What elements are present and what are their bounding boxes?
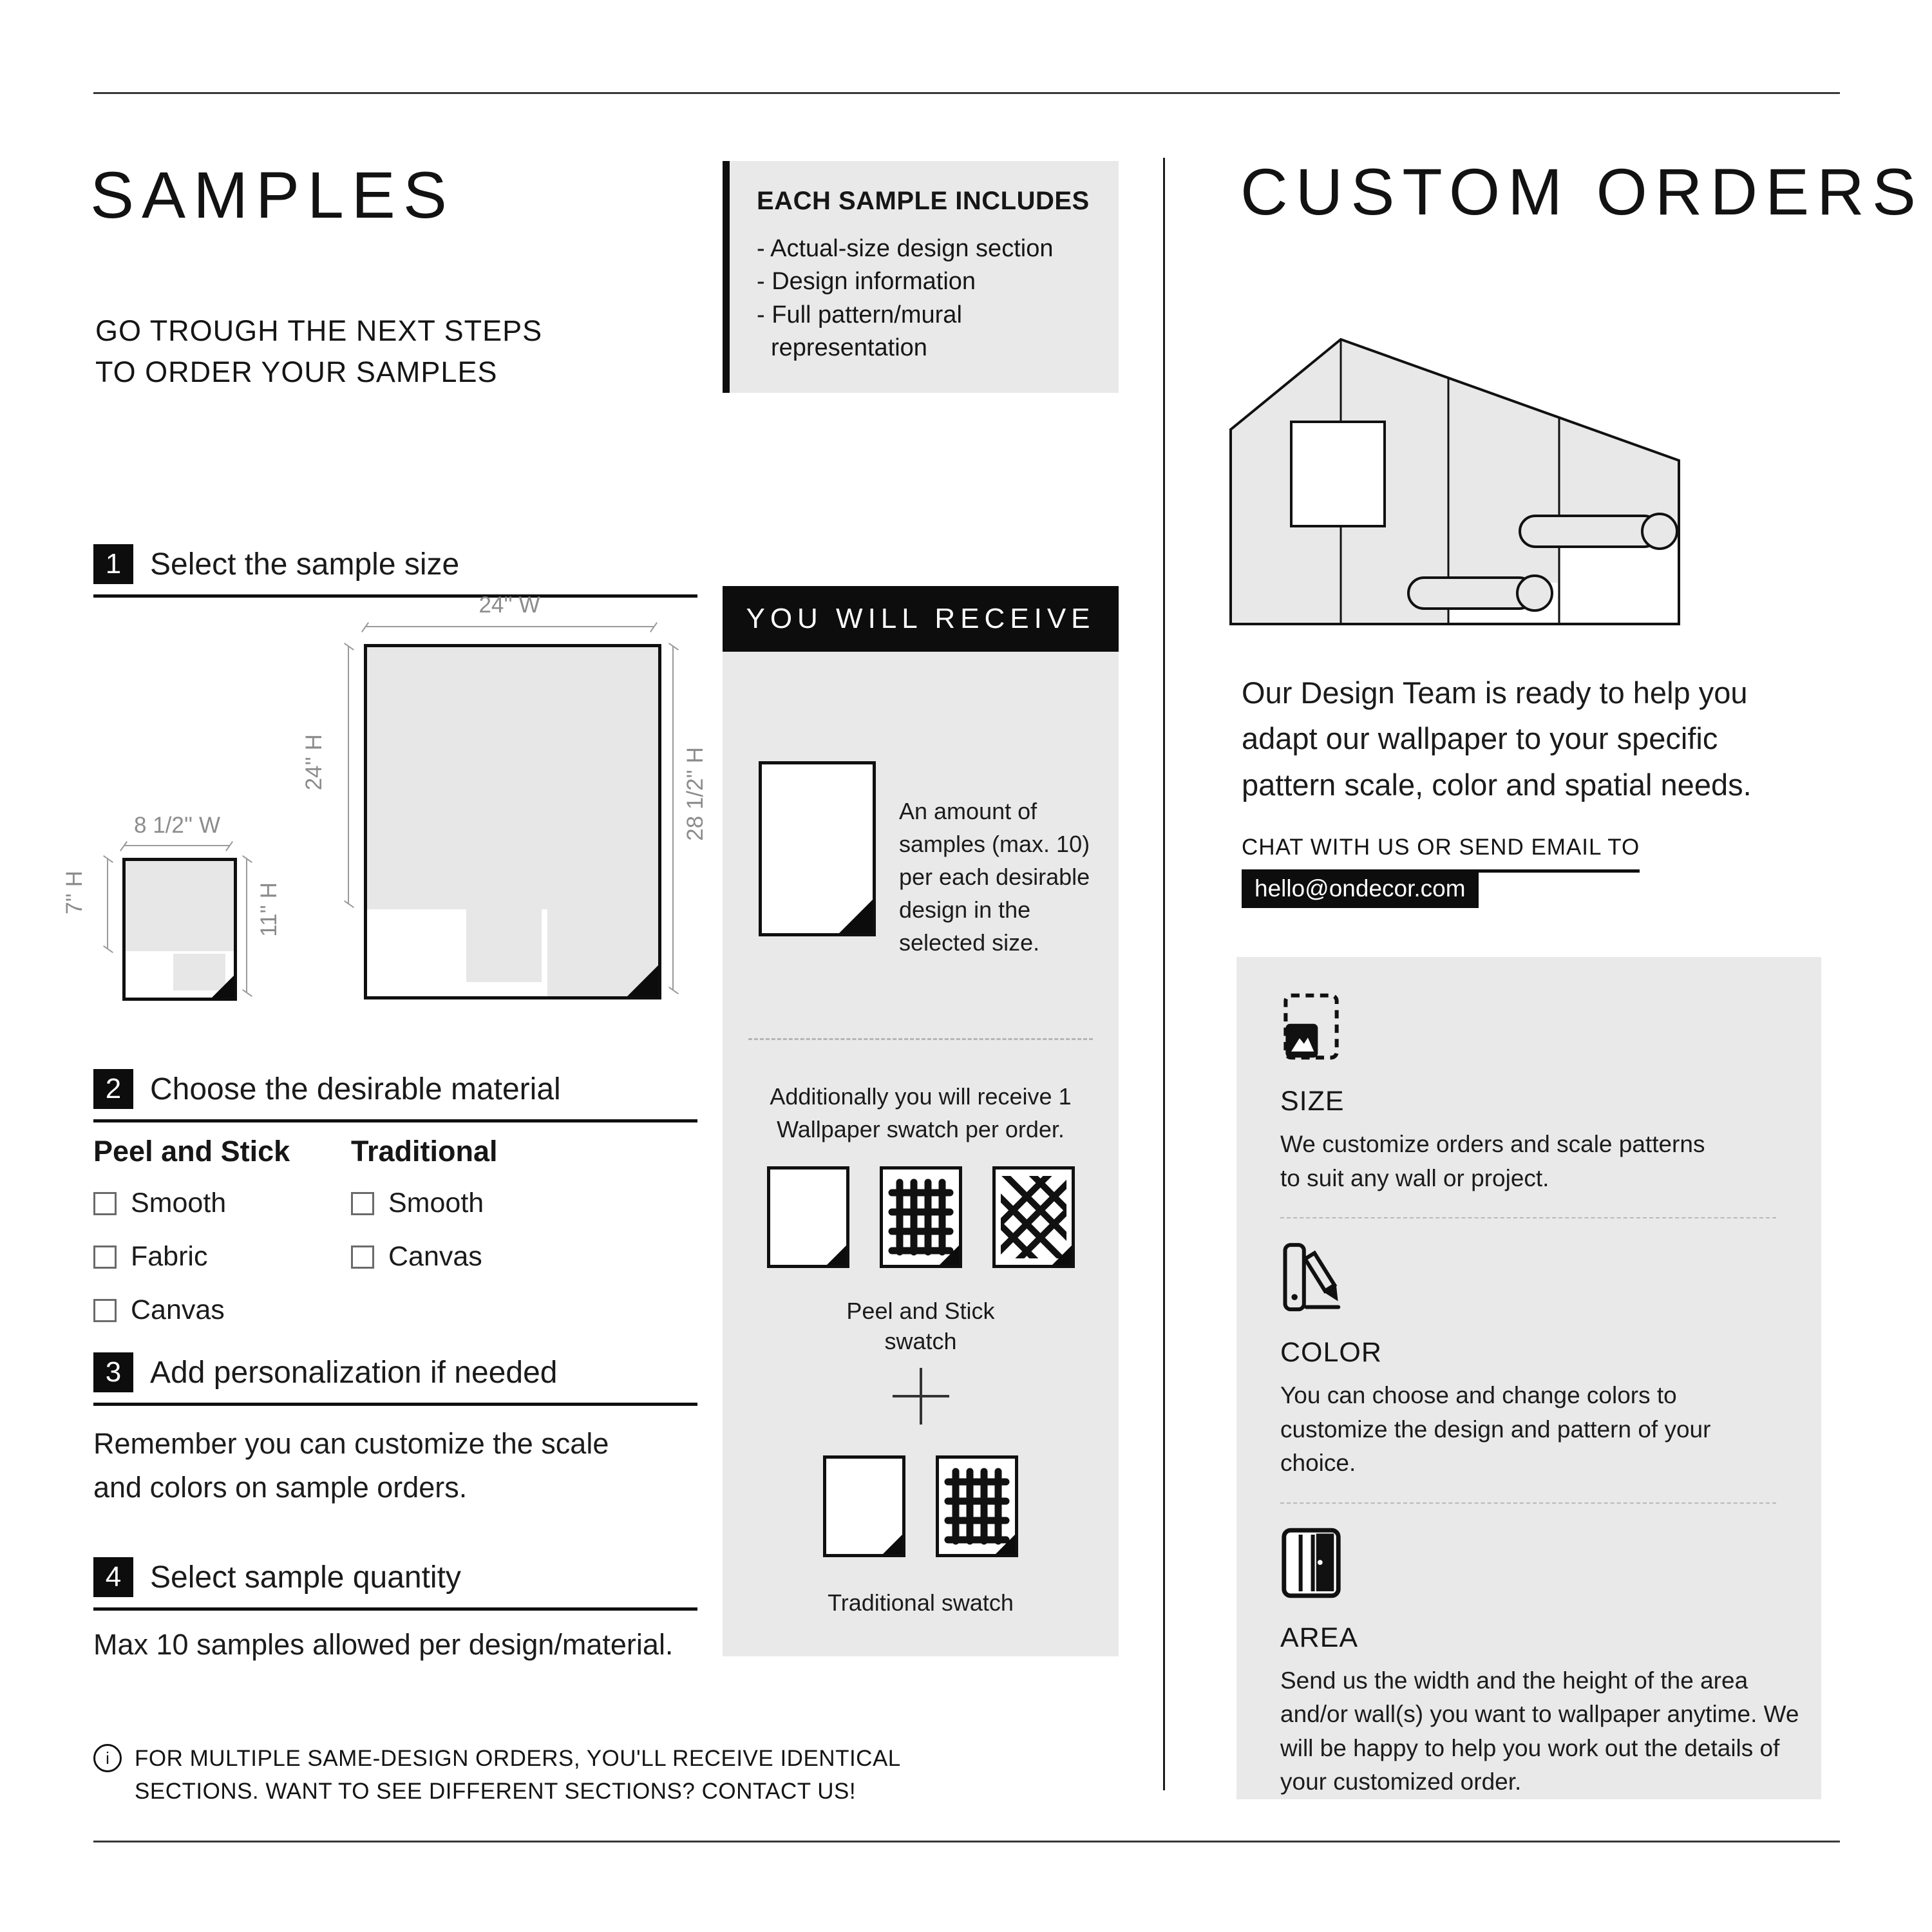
- step1-number-badge: 1: [93, 544, 133, 584]
- fold-corner-icon: [940, 1245, 959, 1265]
- small-sample-diagram: [122, 858, 237, 1001]
- large-sample-fold-corner-icon: [627, 965, 658, 996]
- traditional-swatch-caption: Traditional swatch: [828, 1589, 1014, 1616]
- step4-header: [93, 1557, 697, 1611]
- fold-corner-icon: [883, 1535, 902, 1554]
- subheading-line: GO TROUGH THE NEXT STEPS: [95, 314, 543, 347]
- step1-header: [93, 544, 697, 598]
- large-sample-diagram: [364, 644, 661, 999]
- footer-note-text: FOR MULTIPLE SAME-DESIGN ORDERS, YOU'LL RECEIVE IDENTICAL SECTIONS. WANT TO SEE DIFFERENT SECTIONS? CONTACT US!: [135, 1746, 900, 1804]
- includes-item: - Design information: [757, 265, 1094, 298]
- option-peel-smooth[interactable]: Smooth: [93, 1188, 290, 1219]
- traditional-swatch-row: [723, 1455, 1119, 1557]
- dashed-divider: [1280, 1502, 1776, 1504]
- option-traditional-canvas[interactable]: Canvas: [351, 1241, 498, 1273]
- fold-corner-icon: [827, 1245, 846, 1265]
- peel-and-stick-column: [93, 1135, 290, 1348]
- dashed-divider: [1280, 1217, 1776, 1218]
- additional-swatch-text: Additionally you will receive 1 Wallpaper swatch per order.: [770, 1083, 1072, 1142]
- includes-item: - Full pattern/mural representation: [757, 299, 1048, 365]
- column-divider: [1163, 158, 1165, 1790]
- grid-swatch-icon: [880, 1166, 962, 1268]
- checkbox-icon[interactable]: [351, 1192, 374, 1215]
- step4-number-badge: 4: [93, 1557, 133, 1597]
- large-height-left-dimension-line: [348, 647, 349, 904]
- blank-swatch-icon: [823, 1455, 905, 1557]
- traditional-column: [351, 1135, 498, 1294]
- step3-header: [93, 1352, 697, 1406]
- step3-body: Remember you can customize the scale and colors on sample orders.: [93, 1427, 609, 1504]
- small-width-dimension-line: [124, 845, 229, 846]
- custom-orders-heading: CUSTOM ORDERS: [1240, 155, 1924, 229]
- option-peel-fabric[interactable]: Fabric: [93, 1241, 290, 1273]
- step2-header: [93, 1069, 697, 1122]
- color-swatchbook-pencil-icon: [1280, 1242, 1342, 1314]
- checkbox-icon[interactable]: [351, 1245, 374, 1269]
- footer-note: [93, 1743, 946, 1808]
- area-title: AREA: [1280, 1622, 1359, 1653]
- size-crop-icon: [1280, 990, 1342, 1063]
- sample-row: [723, 652, 1119, 960]
- small-height-left-label: 7'' H: [62, 871, 87, 914]
- option-traditional-smooth[interactable]: Smooth: [351, 1188, 498, 1219]
- you-will-receive-banner: YOU WILL RECEIVE: [723, 586, 1119, 652]
- fold-corner-icon: [996, 1535, 1015, 1554]
- you-will-receive-panel: [723, 652, 1119, 1656]
- traditional-title: Traditional: [351, 1135, 498, 1168]
- fold-corner-icon: [1052, 1245, 1072, 1265]
- peel-swatch-row: [723, 1166, 1119, 1268]
- checkbox-icon[interactable]: [93, 1245, 117, 1269]
- step4-body: Max 10 samples allowed per design/material.: [93, 1628, 674, 1661]
- peel-and-stick-title: Peel and Stick: [93, 1135, 290, 1168]
- area-wall-door-icon: [1280, 1527, 1342, 1599]
- fold-corner-icon: [839, 900, 873, 933]
- checkbox-icon[interactable]: [93, 1192, 117, 1215]
- step3-number-badge: 3: [93, 1352, 133, 1392]
- custom-features-panel: [1236, 957, 1821, 1799]
- samples-subheading: [95, 310, 542, 393]
- color-body: You can choose and change colors to customize the design and pattern of your choice.: [1280, 1382, 1711, 1477]
- bottom-rule: [93, 1841, 1840, 1842]
- step2-number-badge: 2: [93, 1069, 133, 1109]
- house-wallpaper-illustration: [1227, 325, 1710, 628]
- grid-swatch-icon: [936, 1455, 1018, 1557]
- plus-icon: [723, 1365, 1119, 1427]
- large-width-dimension-line: [365, 626, 654, 627]
- small-height-right-label: 11'' H: [256, 882, 281, 937]
- dashed-divider: [748, 1038, 1093, 1040]
- subheading-line: TO ORDER YOUR SAMPLES: [95, 355, 498, 388]
- each-sample-includes-box: [723, 161, 1119, 393]
- sample-paper-icon: [759, 761, 876, 936]
- lattice-swatch-icon: [992, 1166, 1075, 1268]
- chat-with-us-label: CHAT WITH US OR SEND EMAIL TO: [1242, 835, 1640, 873]
- custom-orders-body: Our Design Team is ready to help you adapt our wallpaper to your specific pattern scale, color and spatial needs.: [1242, 676, 1752, 802]
- size-title: SIZE: [1280, 1086, 1345, 1117]
- color-title: COLOR: [1280, 1337, 1382, 1368]
- large-sample-swatch: [466, 909, 542, 983]
- top-rule: [93, 92, 1840, 94]
- blank-swatch-icon: [767, 1166, 849, 1268]
- small-width-label: 8 1/2'' W: [134, 813, 220, 838]
- sample-amount-text: An amount of samples (max. 10) per each desirable design in the selected size.: [899, 798, 1090, 956]
- option-peel-canvas[interactable]: Canvas: [93, 1294, 290, 1326]
- checkbox-icon[interactable]: [93, 1299, 117, 1322]
- step4-label: Select sample quantity: [150, 1560, 461, 1595]
- small-sample-fold-corner-icon: [212, 976, 234, 998]
- large-height-right-label: 28 1/2'' H: [683, 747, 708, 841]
- includes-item: - Actual-size design section: [757, 232, 1094, 265]
- large-width-label: 24'' W: [478, 592, 540, 618]
- size-body: We customize orders and scale patterns to suit any wall or project.: [1280, 1131, 1705, 1191]
- email-badge[interactable]: hello@ondecor.com: [1242, 869, 1479, 908]
- step3-label: Add personalization if needed: [150, 1355, 558, 1390]
- area-body: Send us the width and the height of the area and/or wall(s) you want to wallpaper anytime. We will be happy to help you work out the details of your customized order.: [1280, 1667, 1799, 1795]
- samples-heading: SAMPLES: [90, 158, 455, 232]
- step1-label: Select the sample size: [150, 547, 460, 582]
- large-height-left-label: 24'' H: [301, 734, 327, 791]
- large-height-right-dimension-line: [672, 647, 674, 990]
- step2-label: Choose the desirable material: [150, 1072, 561, 1106]
- small-height-left-dimension-line: [107, 859, 108, 949]
- peel-swatch-caption: Peel and Stick swatch: [846, 1297, 995, 1354]
- small-height-right-dimension-line: [246, 859, 247, 993]
- includes-title: EACH SAMPLE INCLUDES: [757, 187, 1090, 215]
- info-icon: [93, 1744, 122, 1772]
